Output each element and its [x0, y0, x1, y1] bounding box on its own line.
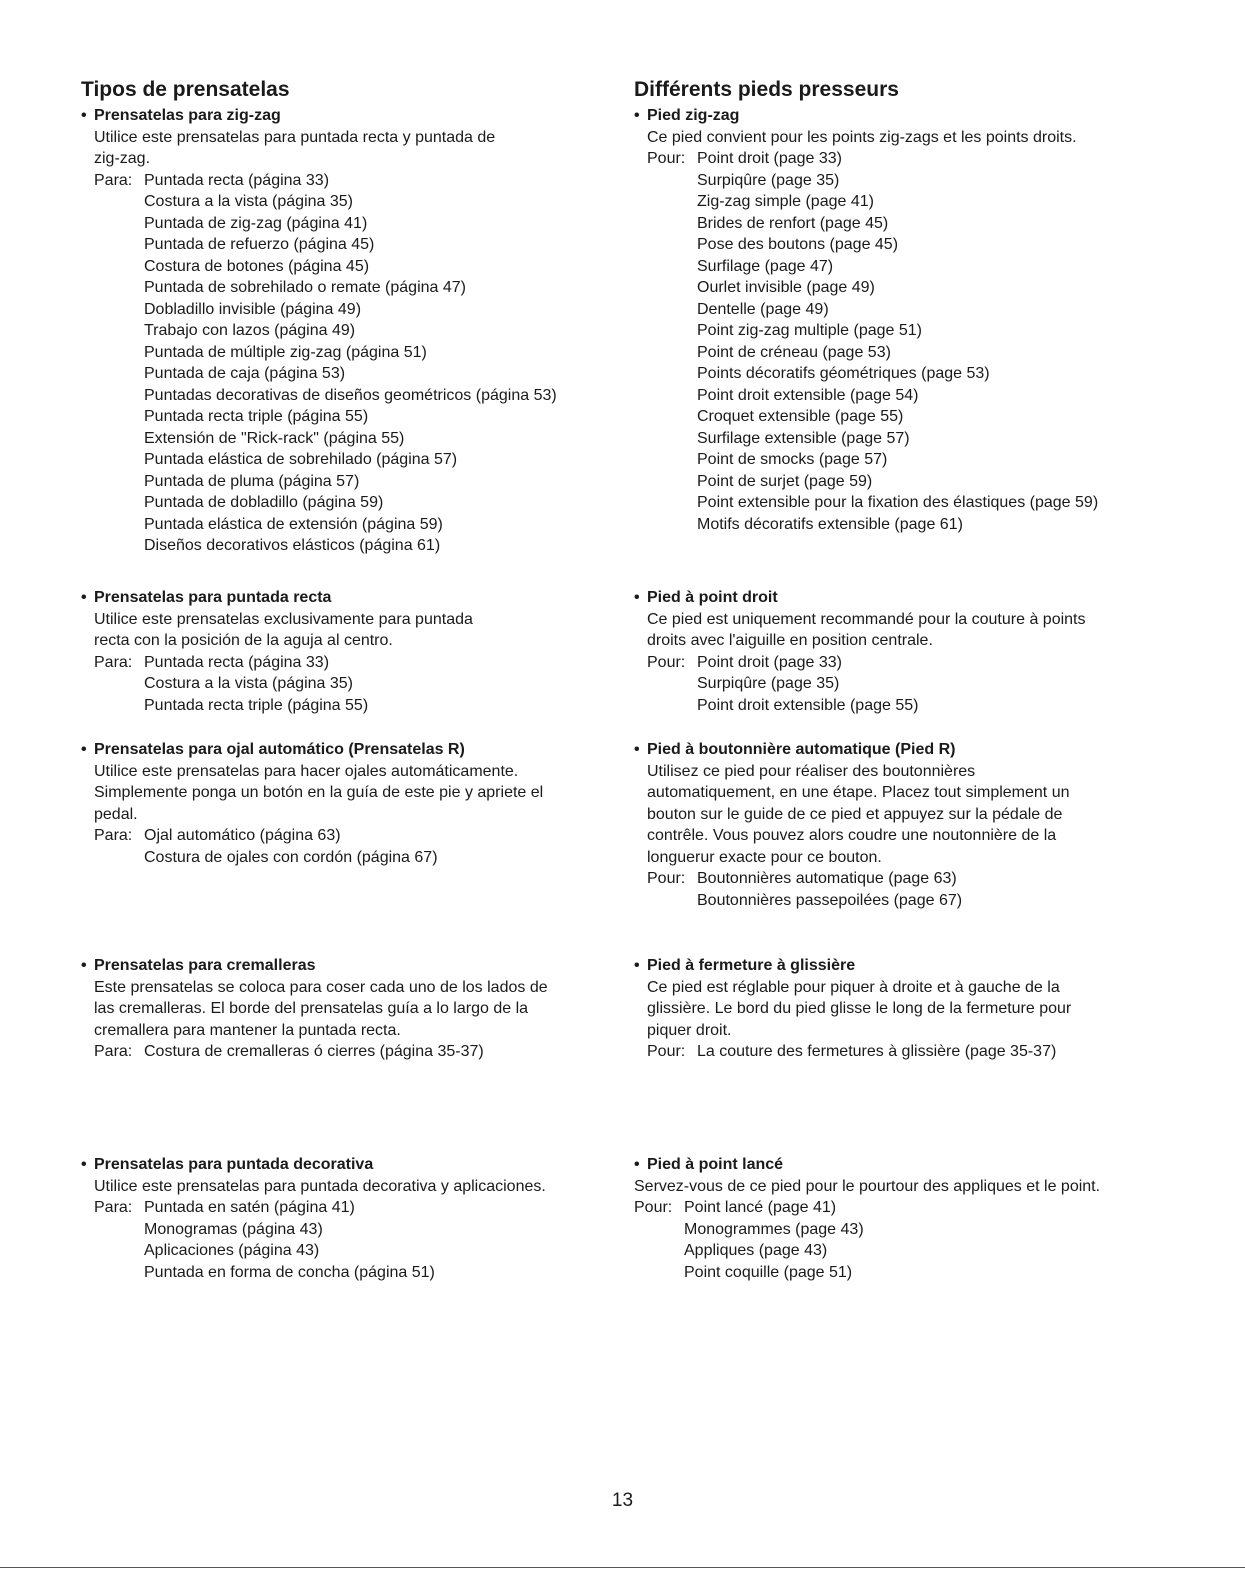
bullet-icon: •	[81, 589, 87, 606]
description-line: cremallera para mantener la puntada recta.	[94, 1021, 401, 1039]
section-heading	[81, 1154, 626, 1176]
uses-item: Points décoratifs géométriques (page 53)	[697, 365, 990, 382]
uses-list	[647, 652, 1194, 717]
section-heading-text: Prensatelas para zig-zag	[94, 107, 281, 124]
uses-label: Pour:	[634, 1199, 673, 1216]
uses-item: Puntada de zig-zag (página 41)	[144, 214, 368, 232]
uses-label: Pour:	[647, 870, 686, 887]
uses-item: Puntada de múltiple zig-zag (página 51)	[144, 343, 427, 361]
spanish-title: Tipos de prensatelas	[81, 78, 290, 101]
uses-item: Point extensible pour la fixation des élastiques (page 59)	[697, 494, 1099, 511]
spanish-section	[81, 587, 626, 716]
section-heading-text: Prensatelas para puntada recta	[94, 589, 332, 606]
spanish-section	[81, 1154, 626, 1283]
uses-item: La couture des fermetures à glissière (page 35-37)	[697, 1043, 1057, 1060]
uses-item: Surfilage (page 47)	[697, 257, 834, 275]
uses-item: Monogrammes (page 43)	[684, 1220, 864, 1238]
uses-items	[697, 652, 1194, 717]
uses-item: Puntada elástica de sobrehilado (página 57)	[144, 451, 458, 468]
description-line: recta con la posición de la aguja al centro.	[94, 632, 393, 649]
section-heading	[81, 105, 626, 127]
uses-label: Para:	[94, 171, 133, 189]
uses-item: Extensión de "Rick-rack" (página 55)	[144, 429, 405, 447]
uses-item: Point coquille (page 51)	[684, 1263, 853, 1281]
bullet-icon: •	[634, 107, 640, 124]
french-section	[634, 1154, 1194, 1283]
section-body	[634, 977, 1194, 1063]
uses-item: Diseños decorativos elásticos (página 61)	[144, 537, 441, 554]
description-line: las cremalleras. El borde del prensatelas guía a lo largo de la	[94, 1000, 529, 1017]
description-line: Utilice este prensatelas para puntada decorativa y aplicaciones.	[94, 1177, 546, 1195]
uses-list	[634, 1197, 1194, 1283]
uses-item: Pose des boutons (page 45)	[697, 236, 899, 253]
section-heading-text: Pied à point droit	[647, 589, 778, 606]
section-body	[634, 761, 1194, 912]
uses-item: Puntada de dobladillo (página 59)	[144, 494, 384, 511]
section-heading-text: Prensatelas para ojal automático (Prensatelas R)	[94, 741, 465, 758]
description-line: Ce pied convient pour les points zig-zags et les points droits.	[647, 128, 1077, 146]
uses-item: Point droit (page 33)	[697, 653, 842, 671]
uses-item: Point de créneau (page 53)	[697, 343, 891, 361]
uses-list	[647, 148, 1194, 535]
uses-items	[144, 825, 626, 868]
spanish-section	[81, 105, 626, 557]
section-heading-text: Prensatelas para puntada decorativa	[94, 1156, 374, 1173]
bullet-icon: •	[634, 741, 640, 758]
uses-item: Ourlet invisible (page 49)	[697, 279, 875, 296]
bullet-icon: •	[634, 1156, 640, 1173]
description-line: piquer droit.	[647, 1021, 732, 1039]
uses-item: Puntada recta triple (página 55)	[144, 696, 369, 714]
uses-item: Dentelle (page 49)	[697, 300, 829, 318]
uses-item: Puntadas decorativas de diseños geométricos (página 53)	[144, 386, 557, 404]
uses-item: Costura de ojales con cordón (página 67)	[144, 848, 438, 866]
section-body	[81, 1176, 626, 1284]
bullet-icon: •	[81, 957, 87, 974]
section-body	[81, 127, 626, 557]
section-heading	[634, 739, 1194, 761]
uses-item: Monogramas (página 43)	[144, 1220, 323, 1238]
uses-item: Puntada de refuerzo (página 45)	[144, 236, 375, 253]
page-number: 13	[611, 1490, 634, 1511]
uses-item: Point de smocks (page 57)	[697, 451, 888, 468]
uses-label: Pour:	[647, 1043, 686, 1060]
uses-label: Pour:	[647, 150, 686, 167]
uses-item: Costura a la vista (página 35)	[144, 675, 353, 692]
uses-list	[94, 1197, 626, 1283]
uses-item: Point de surjet (page 59)	[697, 472, 873, 490]
description-line: contrêle. Vous pouvez alors coudre une noutonnière de la	[647, 827, 1057, 844]
uses-item: Boutonnières automatique (page 63)	[697, 870, 957, 887]
description-line: Utilisez ce pied pour réaliser des boutonnières	[647, 762, 976, 780]
section-body	[634, 127, 1194, 536]
section-body	[634, 1176, 1194, 1284]
uses-items	[697, 1041, 1194, 1063]
uses-item: Puntada de pluma (página 57)	[144, 472, 360, 490]
section-heading	[634, 1154, 1194, 1176]
description-line: bouton sur le guide de ce pied et appuyez sur la pédale de	[647, 805, 1063, 823]
uses-list	[94, 1041, 626, 1063]
bullet-icon: •	[81, 741, 87, 758]
uses-item: Aplicaciones (página 43)	[144, 1242, 320, 1259]
uses-item: Surfilage extensible (page 57)	[697, 429, 910, 447]
uses-items	[144, 652, 626, 717]
uses-item: Puntada elástica de extensión (página 59)	[144, 515, 443, 533]
uses-list	[94, 825, 626, 868]
uses-item: Costura de cremalleras ó cierres (página 35-37)	[144, 1043, 484, 1060]
section-body	[634, 609, 1194, 717]
uses-list	[647, 868, 1194, 911]
section-body	[81, 977, 626, 1063]
uses-items	[144, 170, 626, 557]
section-heading-text: Pied à point lancé	[647, 1156, 784, 1173]
uses-label: Para:	[94, 653, 133, 671]
uses-list	[647, 1041, 1194, 1063]
uses-item: Ojal automático (página 63)	[144, 827, 341, 844]
uses-item: Puntada recta (página 33)	[144, 653, 330, 671]
uses-items	[697, 868, 1194, 911]
french-title: Différents pieds presseurs	[634, 78, 899, 101]
uses-item: Point droit extensible (page 54)	[697, 386, 919, 404]
description-line: glissière. Le bord du pied glisse le long de la fermeture pour	[647, 1000, 1072, 1017]
uses-label: Para:	[94, 827, 133, 844]
section-heading	[81, 739, 626, 761]
description-line: pedal.	[94, 805, 138, 823]
uses-item: Motifs décoratifs extensible (page 61)	[697, 515, 963, 533]
uses-item: Zig-zag simple (page 41)	[697, 193, 874, 210]
bottom-rule	[0, 1567, 1245, 1568]
french-section	[634, 105, 1194, 535]
description-line: Ce pied est uniquement recommandé pour la couture à points	[647, 610, 1086, 628]
bullet-icon: •	[81, 107, 87, 124]
french-section	[634, 739, 1194, 911]
section-heading	[634, 105, 1194, 127]
section-heading	[634, 587, 1194, 609]
section-body	[81, 761, 626, 869]
french-section	[634, 587, 1194, 716]
bullet-icon: •	[634, 957, 640, 974]
description-line: automatiquement, en une étape. Placez tout simplement un	[647, 784, 1070, 801]
uses-item: Point lancé (page 41)	[684, 1199, 837, 1216]
uses-item: Puntada en forma de concha (página 51)	[144, 1263, 435, 1281]
uses-item: Trabajo con lazos (página 49)	[144, 322, 356, 339]
uses-item: Puntada de caja (página 53)	[144, 365, 346, 382]
section-heading	[81, 587, 626, 609]
description-line: Ce pied est réglable pour piquer à droite et à gauche de la	[647, 978, 1060, 996]
uses-item: Puntada recta (página 33)	[144, 171, 330, 189]
uses-label: Pour:	[647, 653, 686, 671]
section-heading-text: Pied à boutonnière automatique (Pied R)	[647, 741, 956, 758]
uses-item: Point droit (page 33)	[697, 150, 842, 167]
spanish-section	[81, 955, 626, 1063]
section-heading-text: Pied à fermeture à glissière	[647, 957, 856, 974]
description-line: Este prensatelas se coloca para coser cada uno de los lados de	[94, 978, 548, 996]
uses-item: Point zig-zag multiple (page 51)	[697, 322, 923, 339]
section-heading-text: Pied zig-zag	[647, 107, 740, 124]
uses-item: Surpiqûre (page 35)	[697, 171, 840, 189]
uses-item: Point droit extensible (page 55)	[697, 696, 919, 714]
uses-item: Costura de botones (página 45)	[144, 257, 370, 275]
description-line: zig-zag.	[94, 150, 151, 167]
bullet-icon: •	[81, 1156, 87, 1173]
uses-items	[697, 148, 1194, 535]
section-heading	[81, 955, 626, 977]
uses-item: Puntada recta triple (página 55)	[144, 408, 369, 425]
description-line: Simplemente ponga un botón en la guía de este pie y apriete el	[94, 784, 544, 801]
uses-item: Brides de renfort (page 45)	[697, 214, 889, 232]
uses-item: Surpiqûre (page 35)	[697, 675, 840, 692]
description-line: longuerur exacte pour ce bouton.	[647, 848, 882, 866]
spanish-section	[81, 739, 626, 868]
section-heading-text: Prensatelas para cremalleras	[94, 957, 316, 974]
uses-items	[684, 1197, 1194, 1283]
french-section	[634, 955, 1194, 1063]
description-line: Servez-vous de ce pied pour le pourtour des appliques et le point.	[634, 1177, 1101, 1195]
uses-items	[144, 1041, 626, 1063]
uses-label: Para:	[94, 1043, 133, 1060]
uses-item: Puntada de sobrehilado o remate (página 47)	[144, 279, 466, 296]
uses-item: Boutonnières passepoilées (page 67)	[697, 891, 963, 909]
uses-list	[94, 652, 626, 717]
uses-list	[94, 170, 626, 557]
section-heading	[634, 955, 1194, 977]
uses-item: Appliques (page 43)	[684, 1242, 828, 1259]
description-line: Utilice este prensatelas para puntada recta y puntada de	[94, 128, 496, 146]
uses-items	[144, 1197, 626, 1283]
uses-item: Croquet extensible (page 55)	[697, 408, 904, 425]
description-line: Utilice este prensatelas para hacer ojales automáticamente.	[94, 762, 519, 780]
uses-label: Para:	[94, 1199, 133, 1216]
uses-item: Costura a la vista (página 35)	[144, 193, 353, 210]
description-line: droits avec l'aiguille en position centrale.	[647, 632, 933, 649]
description-line: Utilice este prensatelas exclusivamente para puntada	[94, 610, 473, 628]
uses-item: Dobladillo invisible (página 49)	[144, 300, 362, 318]
uses-item: Puntada en satén (página 41)	[144, 1199, 355, 1216]
bullet-icon: •	[634, 589, 640, 606]
section-body	[81, 609, 626, 717]
